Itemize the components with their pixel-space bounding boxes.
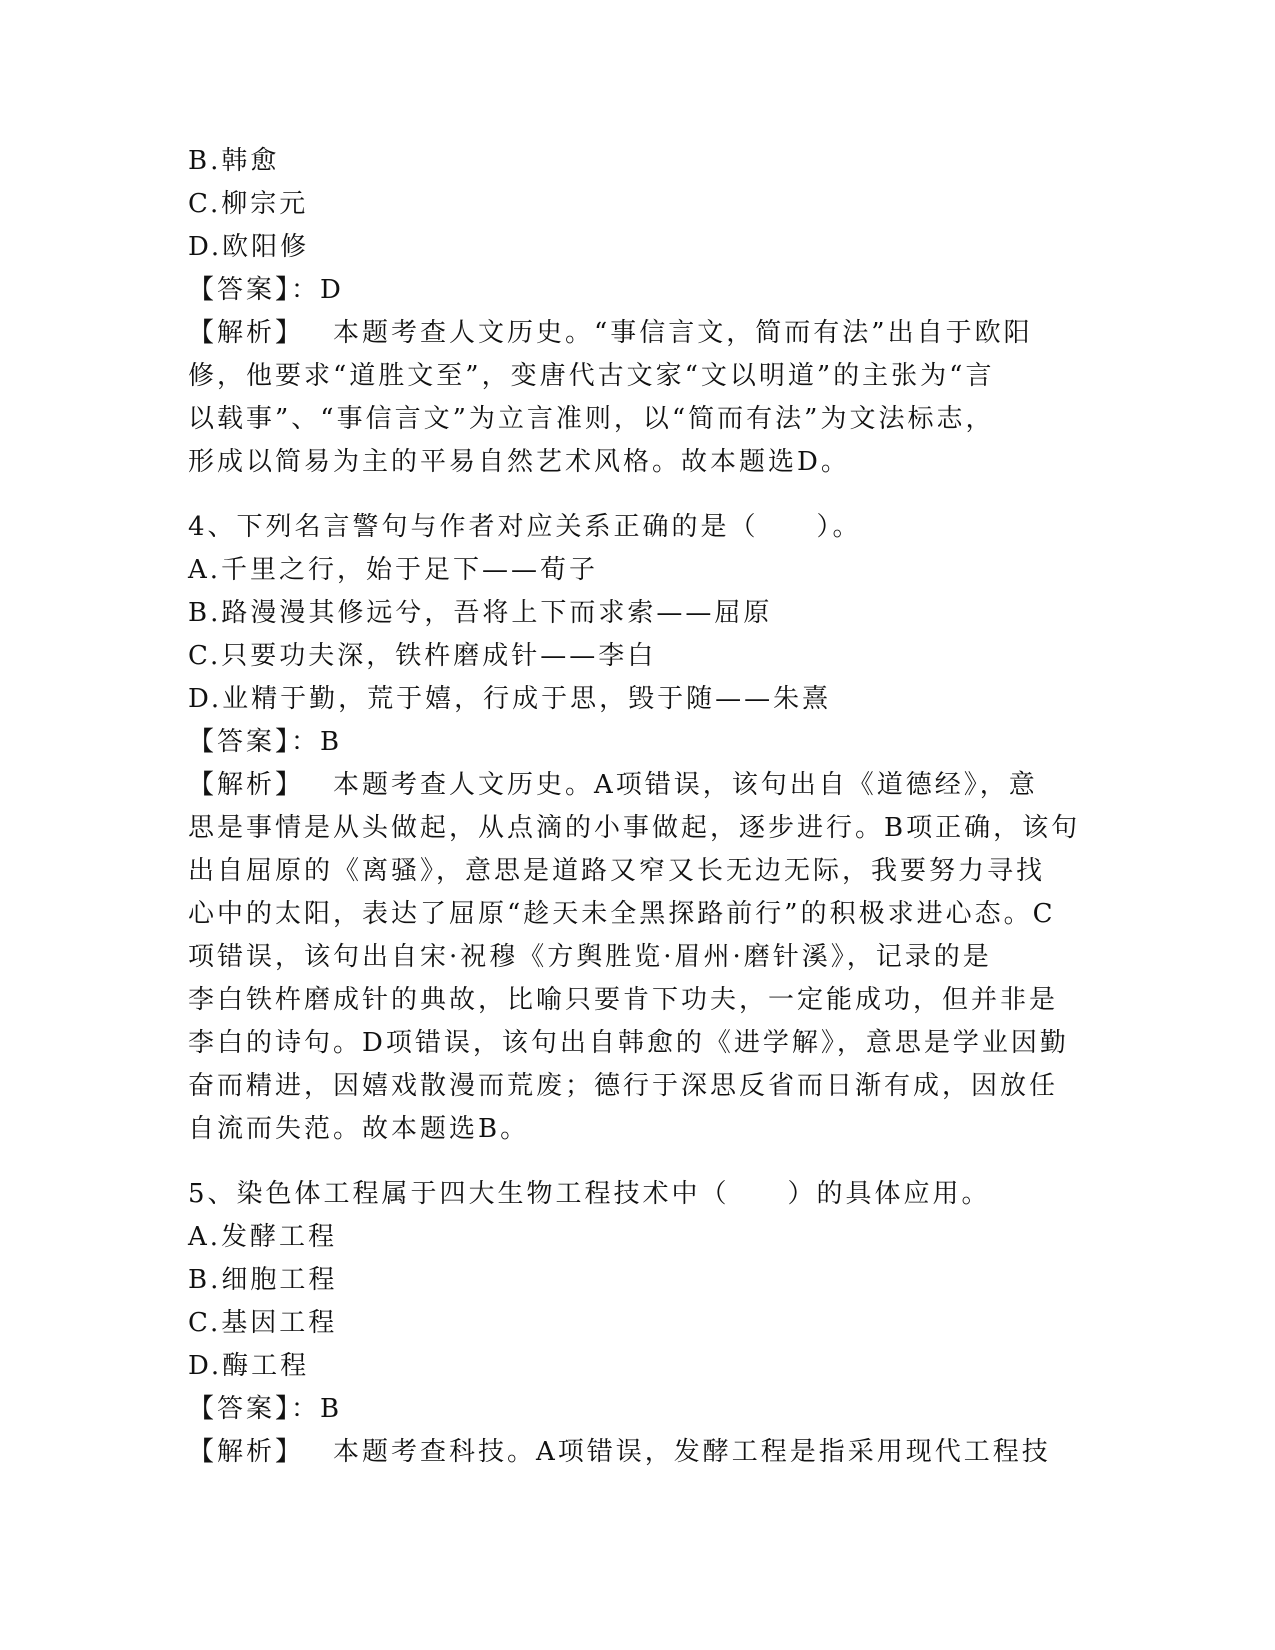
q5-option-d: D.酶工程: [188, 1351, 310, 1381]
q4-analysis-line-3: 出自屈原的《离骚》，意思是道路又窄又长无边无际，我要努力寻找: [188, 856, 1046, 886]
q3-analysis-text-1: 本题考查人文历史。“事信言文，简而有法”出自于欧阳: [333, 318, 1033, 348]
q3-option-d: D.欧阳修: [188, 232, 310, 262]
q5-answer: 【答案】：B: [188, 1394, 343, 1424]
q4-option-b: B.路漫漫其修远兮，吾将上下而求索——屈原: [188, 598, 773, 628]
q5-option-a: A.发酵工程: [188, 1222, 338, 1252]
q4-analysis-line-8: 奋而精进，因嬉戏散漫而荒废；德行于深思反省而日渐有成，因放任: [188, 1071, 1059, 1101]
q5-question: 5、染色体工程属于四大生物工程技术中（ ）的具体应用。: [188, 1179, 991, 1209]
document-page: [188, 140, 1088, 1474]
q4-analysis-line-7: 李白的诗句。D项错误，该句出自韩愈的《进学解》，意思是学业因勤: [188, 1028, 1069, 1058]
q3-answer: 【答案】：D: [188, 275, 344, 305]
q4-analysis-line-9: 自流而失范。故本题选B。: [188, 1114, 530, 1144]
q3-option-c: C.柳宗元: [188, 189, 309, 219]
q3-analysis-line-3: 以载事”、“事信言文”为立言准则，以“简而有法”为文法标志，: [188, 404, 995, 434]
q4-analysis-line-1: [188, 764, 1088, 807]
q3-analysis-label: 【解析】: [188, 318, 305, 348]
q4-analysis-line-6: 李白铁杵磨成针的典故，比喻只要肯下功夫，一定能成功，但并非是: [188, 985, 1059, 1015]
q5-analysis-text-1: 本题考查科技。A项错误，发酵工程是指采用现代工程技: [333, 1437, 1051, 1467]
q5-analysis-line-1: [188, 1431, 1088, 1474]
q4-analysis-label: 【解析】: [188, 770, 305, 800]
q5-analysis-label: 【解析】: [188, 1437, 305, 1467]
q4-answer: 【答案】：B: [188, 727, 343, 757]
q4-option-c: C.只要功夫深，铁杵磨成针——李白: [188, 641, 657, 671]
question-5-block: [188, 1173, 1088, 1474]
q4-option-d: D.业精于勤，荒于嬉，行成于思，毁于随——朱熹: [188, 684, 832, 714]
q3-analysis-line-2: 修，他要求“道胜文至”，变唐代古文家“文以明道”的主张为“言: [188, 361, 995, 391]
q4-analysis-line-5: 项错误，该句出自宋·祝穆《方舆胜览·眉州·磨针溪》，记录的是: [188, 942, 992, 972]
q3-analysis-line-4: 形成以简易为主的平易自然艺术风格。故本题选D。: [188, 447, 850, 477]
q5-option-c: C.基因工程: [188, 1308, 338, 1338]
q3-option-b: B.韩愈: [188, 146, 280, 176]
q3-analysis-line-1: [188, 312, 1088, 355]
q4-analysis-text-1: 本题考查人文历史。A项错误，该句出自《道德经》，意: [333, 770, 1038, 800]
q5-option-b: B.细胞工程: [188, 1265, 338, 1295]
q4-analysis-line-4: 心中的太阳，表达了屈原“趁天未全黑探路前行”的积极求进心态。C: [188, 899, 1056, 929]
q4-analysis-line-2: 思是事情是从头做起，从点滴的小事做起，逐步进行。B项正确，该句: [188, 813, 1081, 843]
q4-question: 4、下列名言警句与作者对应关系正确的是（ ）。: [188, 512, 862, 542]
question-3-block: [188, 140, 1088, 484]
question-4-block: [188, 506, 1088, 1151]
q4-option-a: A.千里之行，始于足下——荀子: [188, 555, 599, 585]
